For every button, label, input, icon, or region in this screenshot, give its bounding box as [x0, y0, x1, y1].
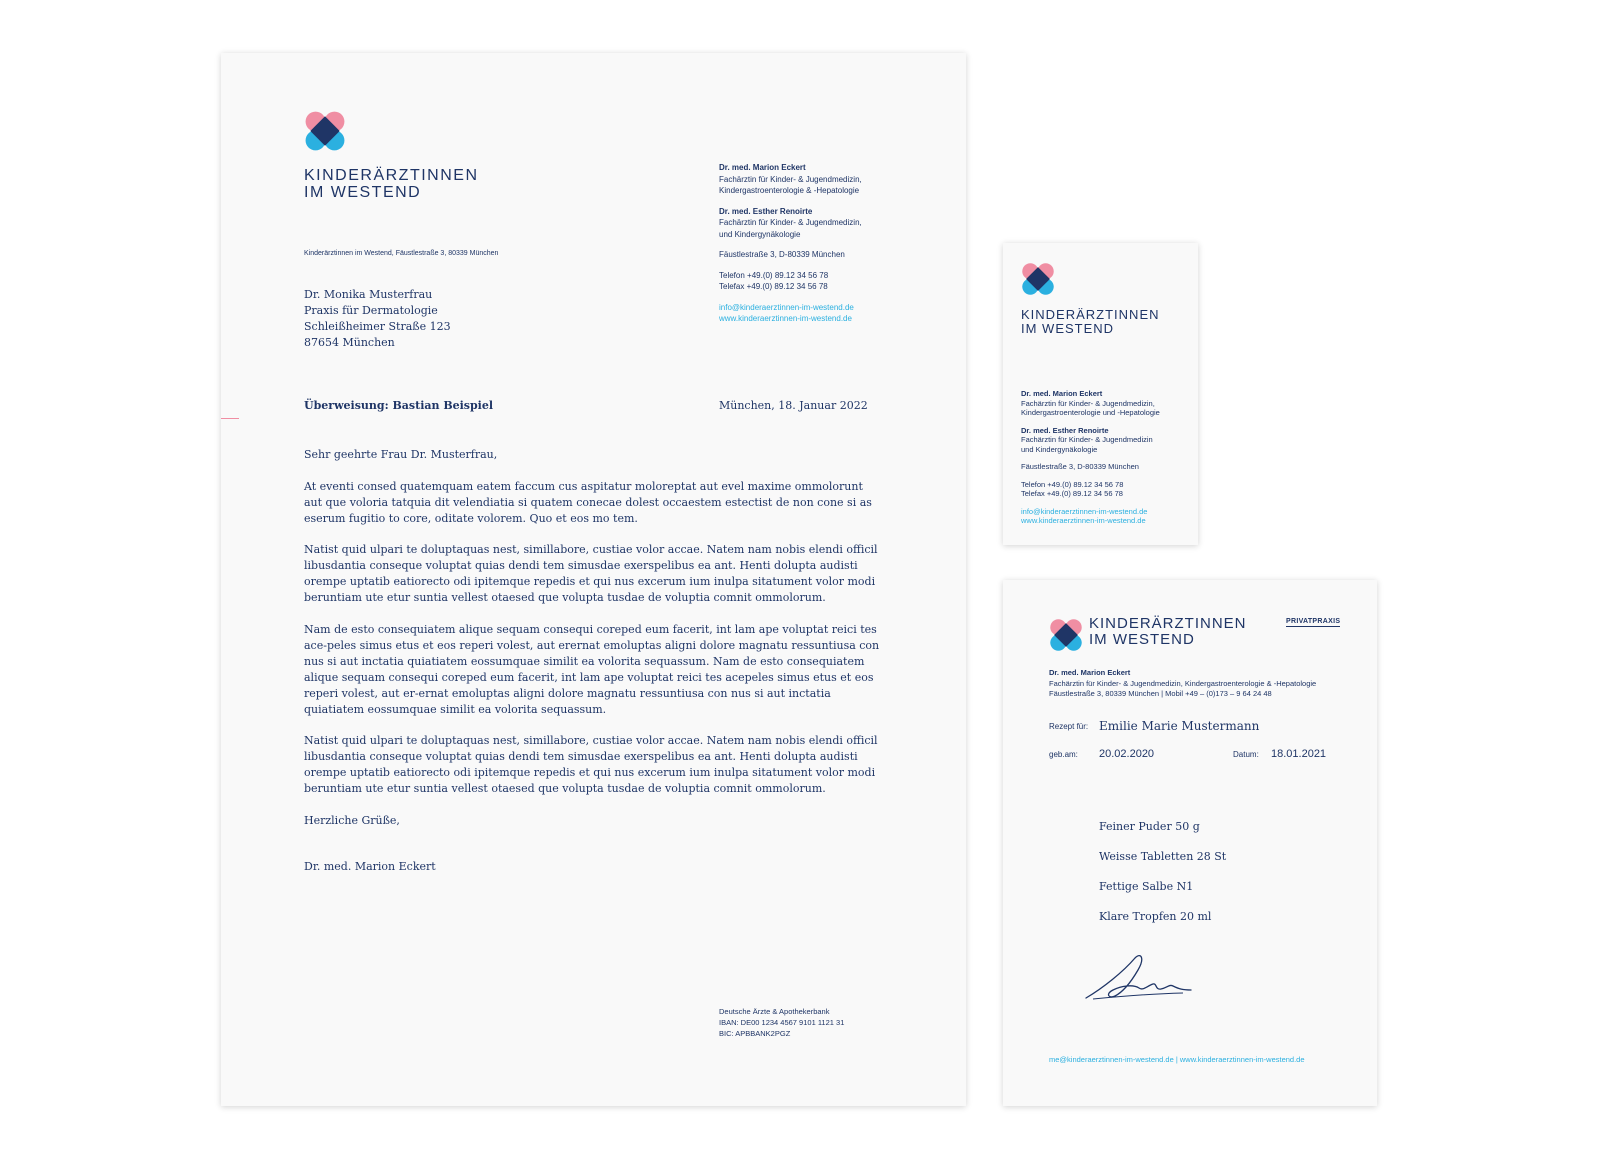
card-contact: Dr. med. Marion Eckert Fachärztin für Kinder- & Jugendmedizin, Kindergastroenterologie und -Hepatologie Dr. med. Esther Renoirte Fachärztin für Kinder- & Jugendmedizin und Kindergynäkologie Fäustlestraße 3, D-80339 München Telefon +49.(0) 89.12 34 56 78 Telefax +49.(0) 89.12 34 56 78 info@kinderaerztinnen-im-westend.de www.kinderaerztinnen-im-westend.de — [1021, 389, 1160, 525]
heart-diamond-icon — [304, 110, 346, 152]
heart-diamond-icon — [1049, 618, 1083, 652]
birth-date: 20.02.2020 — [1099, 748, 1155, 760]
privatpraxis-badge: PRIVATPRAXIS — [1286, 618, 1341, 625]
email-link[interactable]: info@kinderaerztinnen-im-westend.de — [719, 302, 854, 312]
patient-label: Rezept für: — [1049, 722, 1089, 731]
recipient-address: Dr. Monika Musterfrau Praxis für Dermatologie Schleißheimer Straße 123 87654 München — [304, 288, 451, 349]
brand-name: KINDERÄRZTINNEN IM WESTEND — [304, 167, 479, 202]
card-brand-name: KINDERÄRZTINNEN IM WESTEND — [1021, 307, 1160, 337]
card-email-link[interactable]: info@kinderaerztinnen-im-westend.de — [1021, 506, 1148, 516]
letterhead-contact: Dr. med. Marion Eckert Fachärztin für Kinder- & Jugendmedizin, Kindergastroenterologie & -Hepatologie Dr. med. Esther Renoirte Fachärztin für Kinder- & Jugendmedizin, und Kindergynäkologie Fäustlestraße 3, D-80339 München Telefon +49.(0) 89.12 34 56 78 Telefax +49.(0) 89.12 34 56 78 info@kinderaerztinnen-im-westend.de www.kinderaerztinnen-im-westend.de — [719, 163, 862, 323]
signature-scribble — [1083, 950, 1193, 1005]
fold-mark — [221, 418, 239, 419]
rx-date: 18.01.2021 — [1271, 748, 1327, 760]
list-item: Feiner Puder 50 g — [1099, 820, 1200, 833]
rx-doctor-info: Dr. med. Marion Eckert Fachärztin für Kinder- & Jugendmedizin, Kindergastroenterologie & -Hepatologie Fäustlestraße 3, 80339 München | Mobil +49 – (0)173 – 9 64 24 48 — [1049, 668, 1317, 698]
rx-items — [1099, 812, 1226, 932]
rx-brand-name: KINDERÄRZTINNEN IM WESTEND — [1089, 615, 1247, 649]
letter-body: Sehr geehrte Frau Dr. Musterfrau, At eventi consed quatemquam eatem faccum cus aspitatur moloreptat aut evel maxime ommolorunt aut que voloria tatquia dit velendiatia si quatem conecae dolest occaestem estectist de non cone si as eserum fugitio to core, oditate volorem. Quo et eos mo tem. Natist quid ulpari te doluptaquas nest, simillabore, custiae volor accae. Natem nam nobis elendi officil libusdantia conseque voluptat quias dendi tem simusdae exerspelibus ea ant. Henti dolupta audisti orempe uptatib eatiorecto odi ipitemque repedis et qui nus excerum ium inulpa sitatument volor modi beruntiam ute etur suntia vellest otaesed que volupta tusdae de voluptia comnit ommolorum. Nam de esto consequiatem alique sequam consequi coreped eum facerit, int lam ape voluptat reici tes ace-peles simus etus et eos reperi volest, aut erernat emoluptas aligni dolore magnatu ressuntiusa con nus si aut inctatia quiatiatem eossumquae similit ea volorita sequassum. Nam de esto consequiatem alique sequam consequi coreped eum facerit, int lam ape voluptat reici tes acepeles simus etus et eos reperi volest, aut er-ernat emoluptas aligni dolore magnatu ressuntiusa con nus si aut inctatia quiatiatem eossumquae similit ea volorita sequassum. Natist quid ulpari te doluptaquas nest, simillabore, custiae volor accae. Natem nam nobis elendi officil libusdantia conseque voluptat quias dendi tem simusdae exerspelibus ea ant. Henti dolupta audisti orempe uptatib eatiorecto odi ipitemque repedis et qui nus excerum ium inulpa sitatument volor modi beruntiam ute etur suntia vellest otaesed que volupta tusdae de voluptia comnit ommolorum. Herzliche Grüße, Dr. med. Marion Eckert — [304, 448, 880, 873]
rx-footer-links[interactable]: me@kinderaerztinnen-im-westend.de | www.kinderaerztinnen-im-westend.de — [1049, 1055, 1305, 1064]
heart-diamond-icon — [1021, 262, 1055, 296]
sender-line: Kinderärztinnen im Westend, Fäustlestraße 3, 80339 München — [304, 250, 499, 257]
card-web-link[interactable]: www.kinderaerztinnen-im-westend.de — [1021, 516, 1146, 525]
letter-sheet — [221, 53, 966, 1106]
business-card — [1003, 243, 1198, 545]
list-item: Klare Tropfen 20 ml — [1099, 910, 1212, 923]
letter-date: München, 18. Januar 2022 — [719, 399, 868, 412]
patient-name: Emilie Marie Mustermann — [1099, 719, 1260, 733]
bank-details: Deutsche Ärzte & Apothekerbank IBAN: DE00 1234 4567 9101 1121 31 BIC: APBBANK2PGZ — [719, 1007, 845, 1038]
prescription-sheet — [1003, 580, 1377, 1106]
birth-label: geb.am: — [1049, 750, 1078, 759]
web-link[interactable]: www.kinderaerztinnen-im-westend.de — [719, 314, 852, 323]
list-item: Fettige Salbe N1 — [1099, 880, 1194, 893]
list-item: Weisse Tabletten 28 St — [1099, 850, 1227, 863]
date-label: Datum: — [1233, 750, 1259, 759]
subject: Überweisung: Bastian Beispiel — [304, 399, 494, 412]
